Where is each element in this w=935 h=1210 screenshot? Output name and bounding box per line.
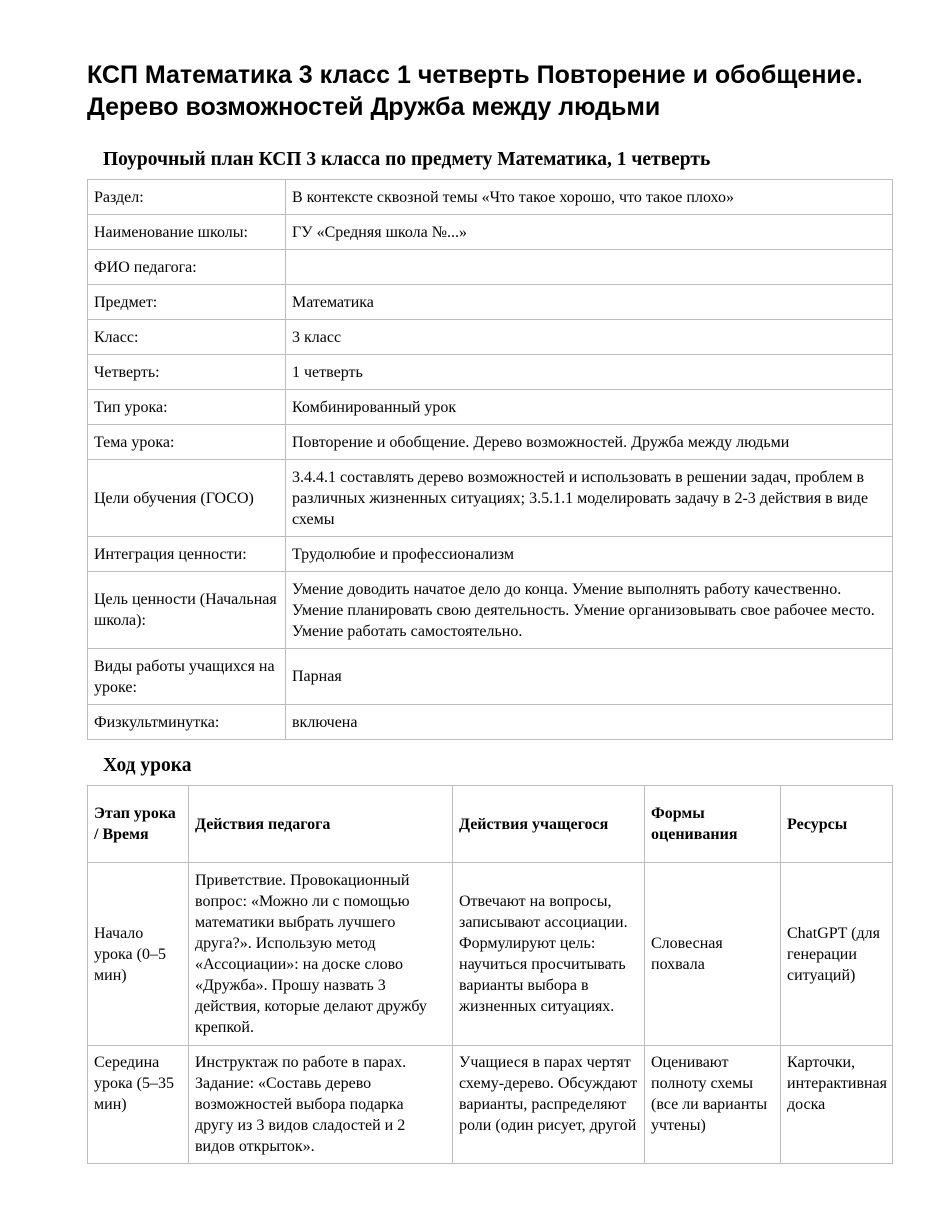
lesson-row-start (88, 863, 893, 1046)
resources-cell: ChatGPT (для генерации ситуаций) (781, 863, 893, 1046)
assessment-cell: Оценивают полноту схемы (все ли варианты учтены) (645, 1046, 781, 1164)
info-value: Математика (286, 285, 893, 320)
info-label: Интеграция ценности: (88, 537, 286, 572)
lesson-heading: Ход урока (103, 755, 192, 776)
info-label: ФИО педагога: (88, 250, 286, 285)
info-row-teacher (88, 250, 893, 285)
assessment-cell: Словесная похвала (645, 863, 781, 1046)
info-label: Тема урока: (88, 425, 286, 460)
info-value: ГУ «Средняя школа №...» (286, 215, 893, 250)
info-label: Наименование школы: (88, 215, 286, 250)
stage-cell: Середина урока (5–35 мин) (88, 1046, 189, 1164)
info-value: В контексте сквозной темы «Что такое хорошо, что такое плохо» (286, 180, 893, 215)
info-row-work-types (88, 649, 893, 705)
header-teacher-actions: Действия педагога (189, 786, 453, 863)
info-row-lesson-type (88, 390, 893, 425)
info-label: Тип урока: (88, 390, 286, 425)
header-student-actions: Действия учащегося (453, 786, 645, 863)
info-row-grade (88, 320, 893, 355)
info-value: Комбинированный урок (286, 390, 893, 425)
info-row-physical-break (88, 705, 893, 740)
info-row-value-goal (88, 572, 893, 649)
info-value: 3.4.4.1 составлять дерево возможностей и использовать в решении задач, проблем в различных жизненных ситуациях; 3.5.1.1 моделировать задачу в 2-3 действия в виде схемы (286, 460, 893, 537)
resources-cell: Карточки, интерактивная доска (781, 1046, 893, 1164)
header-resources: Ресурсы (781, 786, 893, 863)
info-label: Четверть: (88, 355, 286, 390)
info-value: Умение доводить начатое дело до конца. Умение выполнять работу качественно. Умение планировать свою деятельность. Умение организовывать свое рабочее место. Умение работать самостоятельно. (286, 572, 893, 649)
lesson-flow-table (87, 785, 893, 1164)
document-title: КСП Математика 3 класс 1 четверть Повторение и обобщение. Дерево возможностей Дружба между людьми (87, 61, 863, 121)
info-value: 3 класс (286, 320, 893, 355)
info-label: Физкультминутка: (88, 705, 286, 740)
teacher-actions-cell: Инструктаж по работе в парах. Задание: «Составь дерево возможностей выбора подарка другу из 3 видов сладостей и 2 видов открыток». (189, 1046, 453, 1164)
info-value: 1 четверть (286, 355, 893, 390)
info-label: Цели обучения (ГОСО) (88, 460, 286, 537)
info-value: включена (286, 705, 893, 740)
plan-heading: Поурочный план КСП 3 класса по предмету Математика, 1 четверть (103, 149, 711, 170)
info-value: Повторение и обобщение. Дерево возможностей. Дружба между людьми (286, 425, 893, 460)
header-stage: Этап урока / Время (88, 786, 189, 863)
info-value: Трудолюбие и профессионализм (286, 537, 893, 572)
lesson-row-middle (88, 1046, 893, 1164)
teacher-actions-cell: Приветствие. Провокационный вопрос: «Можно ли с помощью математики выбрать лучшего друга?». Использую метод «Ассоциации»: на доске слово «Дружба». Прошу назвать 3 действия, которые делают дружбу крепкой. (189, 863, 453, 1046)
info-value (286, 250, 893, 285)
info-row-section (88, 180, 893, 215)
lesson-info-table (87, 179, 893, 740)
lesson-header-row (88, 786, 893, 863)
info-row-quarter (88, 355, 893, 390)
info-label: Класс: (88, 320, 286, 355)
info-row-subject (88, 285, 893, 320)
student-actions-cell: Учащиеся в парах чертят схему-дерево. Обсуждают варианты, распределяют роли (один рисует, другой (453, 1046, 645, 1164)
info-row-value-integration (88, 537, 893, 572)
info-label: Предмет: (88, 285, 286, 320)
header-assessment: Формы оценивания (645, 786, 781, 863)
info-row-learning-goals (88, 460, 893, 537)
info-row-lesson-topic (88, 425, 893, 460)
info-label: Цель ценности (Начальная школа): (88, 572, 286, 649)
student-actions-cell: Отвечают на вопросы, записывают ассоциации. Формулируют цель: научиться просчитывать варианты выбора в жизненных ситуациях. (453, 863, 645, 1046)
info-label: Раздел: (88, 180, 286, 215)
info-label: Виды работы учащихся на уроке: (88, 649, 286, 705)
info-row-school (88, 215, 893, 250)
stage-cell: Начало урока (0–5 мин) (88, 863, 189, 1046)
info-value: Парная (286, 649, 893, 705)
